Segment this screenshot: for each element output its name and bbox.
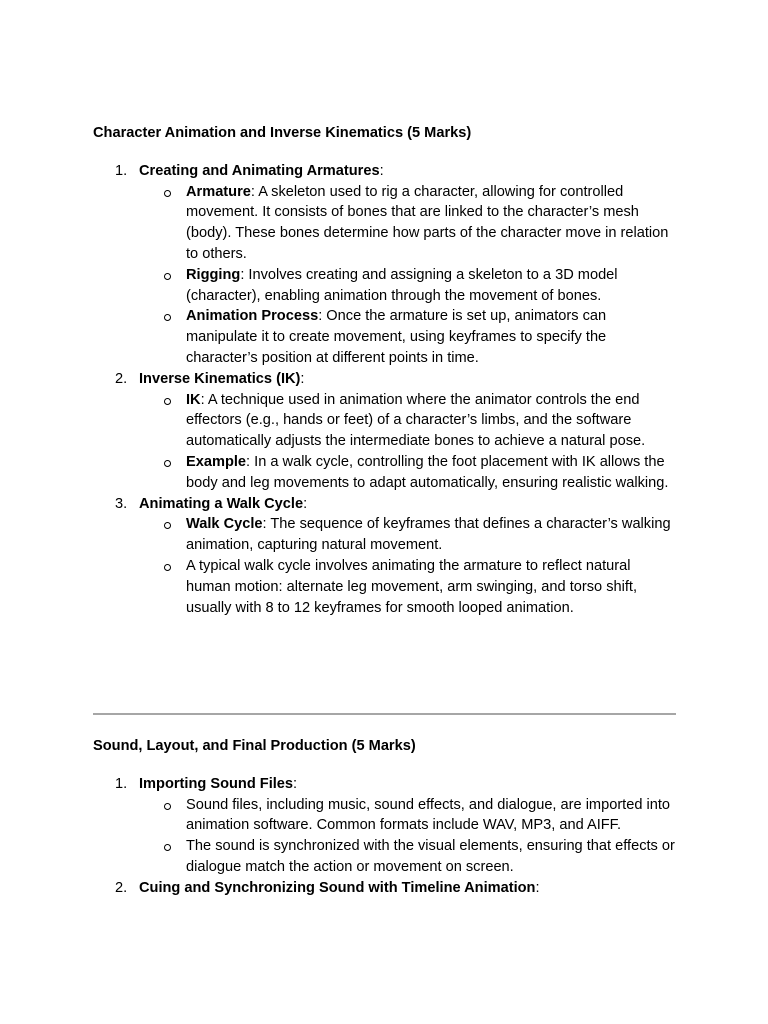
item-heading: Importing Sound Files bbox=[139, 775, 294, 792]
bullet-item bbox=[139, 836, 675, 878]
bullet-text: : A technique used in animation where the animator controls the end effectors (e.g., hands or feet) of a character’s limbs, and the software automatically adjusts the intermediate bones to achieve a natural pose. bbox=[186, 391, 646, 450]
bullet-term: Rigging bbox=[186, 266, 241, 283]
item-number: 2. bbox=[115, 879, 128, 896]
list-item bbox=[93, 878, 675, 899]
list-item bbox=[93, 774, 675, 878]
bullet-text: Sound files, including music, sound effects, and dialogue, are imported into animation software. Common formats include WAV, MP3, and AIFF. bbox=[186, 796, 671, 834]
bullet-text: : The sequence of keyframes that defines a character’s walking animation, capturing natural movement. bbox=[186, 516, 671, 554]
bullet-list bbox=[139, 514, 675, 618]
bullet-list bbox=[139, 182, 675, 369]
list-item bbox=[93, 161, 675, 369]
bullet-item bbox=[139, 182, 675, 265]
hollow-circle-bullet-icon bbox=[164, 273, 171, 280]
hollow-circle-bullet-icon bbox=[164, 803, 171, 810]
item-heading: Creating and Animating Armatures bbox=[139, 162, 380, 179]
bullet-list bbox=[139, 390, 675, 494]
bullet-item bbox=[139, 795, 675, 837]
section-title: Sound, Layout, and Final Production (5 Marks) bbox=[93, 738, 416, 754]
list-item bbox=[93, 494, 675, 619]
bullet-item bbox=[139, 390, 675, 452]
section-title: Character Animation and Inverse Kinematics (5 Marks) bbox=[93, 125, 472, 141]
hollow-circle-bullet-icon bbox=[164, 190, 171, 197]
hollow-circle-bullet-icon bbox=[164, 522, 171, 529]
bullet-item bbox=[139, 514, 675, 556]
hollow-circle-bullet-icon bbox=[164, 398, 171, 405]
bullet-text: : In a walk cycle, controlling the foot placement with IK allows the body and leg movements to adapt automatically, ensuring realistic walking. bbox=[186, 453, 669, 491]
bullet-item bbox=[139, 265, 675, 307]
bullet-item bbox=[139, 306, 675, 368]
item-number: 3. bbox=[115, 495, 128, 512]
bullet-text: : Involves creating and assigning a skeleton to a 3D model (character), enabling animation through the movement of bones. bbox=[186, 266, 618, 304]
bullet-term: Animation Process bbox=[186, 308, 319, 325]
item-number: 1. bbox=[115, 775, 128, 792]
bullet-text: : A skeleton used to rig a character, allowing for controlled movement. It consists of bones that are linked to the character’s mesh (body). These bones determine how parts of the character move in relation to others. bbox=[186, 183, 669, 262]
bullet-term: IK bbox=[186, 391, 201, 408]
item-heading: Animating a Walk Cycle bbox=[139, 495, 304, 512]
item-number: 2. bbox=[115, 370, 128, 387]
bullet-text: : Once the armature is set up, animators can manipulate it to create movement, using keyframes to specify the character’s position at different points in time. bbox=[186, 308, 607, 366]
bullet-term: Walk Cycle bbox=[186, 516, 263, 533]
numbered-list bbox=[93, 161, 675, 619]
item-colon: : bbox=[303, 495, 308, 512]
numbered-list bbox=[93, 774, 675, 899]
item-colon: : bbox=[379, 162, 384, 179]
bullet-list bbox=[139, 795, 675, 878]
horizontal-divider bbox=[93, 713, 676, 715]
hollow-circle-bullet-icon bbox=[164, 844, 171, 851]
hollow-circle-bullet-icon bbox=[164, 564, 171, 571]
section-character-animation bbox=[93, 123, 675, 618]
item-heading: Cuing and Synchronizing Sound with Timeline Animation bbox=[139, 879, 536, 896]
bullet-term: Armature bbox=[186, 183, 251, 200]
bullet-term: Example bbox=[186, 453, 247, 470]
bullet-item bbox=[139, 556, 675, 618]
hollow-circle-bullet-icon bbox=[164, 460, 171, 467]
bullet-text: A typical walk cycle involves animating the armature to reflect natural human motion: alternate leg movement, arm swinging, and torso shift, usually with 8 to 12 keyframes for smooth looped animation. bbox=[186, 557, 638, 616]
bullet-text: The sound is synchronized with the visual elements, ensuring that effects or dialogue match the action or movement on screen. bbox=[186, 838, 675, 875]
section-sound-layout bbox=[93, 736, 675, 899]
item-colon: : bbox=[300, 370, 305, 387]
list-item bbox=[93, 369, 675, 494]
item-colon: : bbox=[293, 775, 298, 792]
item-heading: Inverse Kinematics (IK) bbox=[139, 370, 301, 387]
hollow-circle-bullet-icon bbox=[164, 314, 171, 321]
item-number: 1. bbox=[115, 162, 128, 179]
bullet-item bbox=[139, 452, 675, 494]
item-colon: : bbox=[535, 879, 540, 896]
